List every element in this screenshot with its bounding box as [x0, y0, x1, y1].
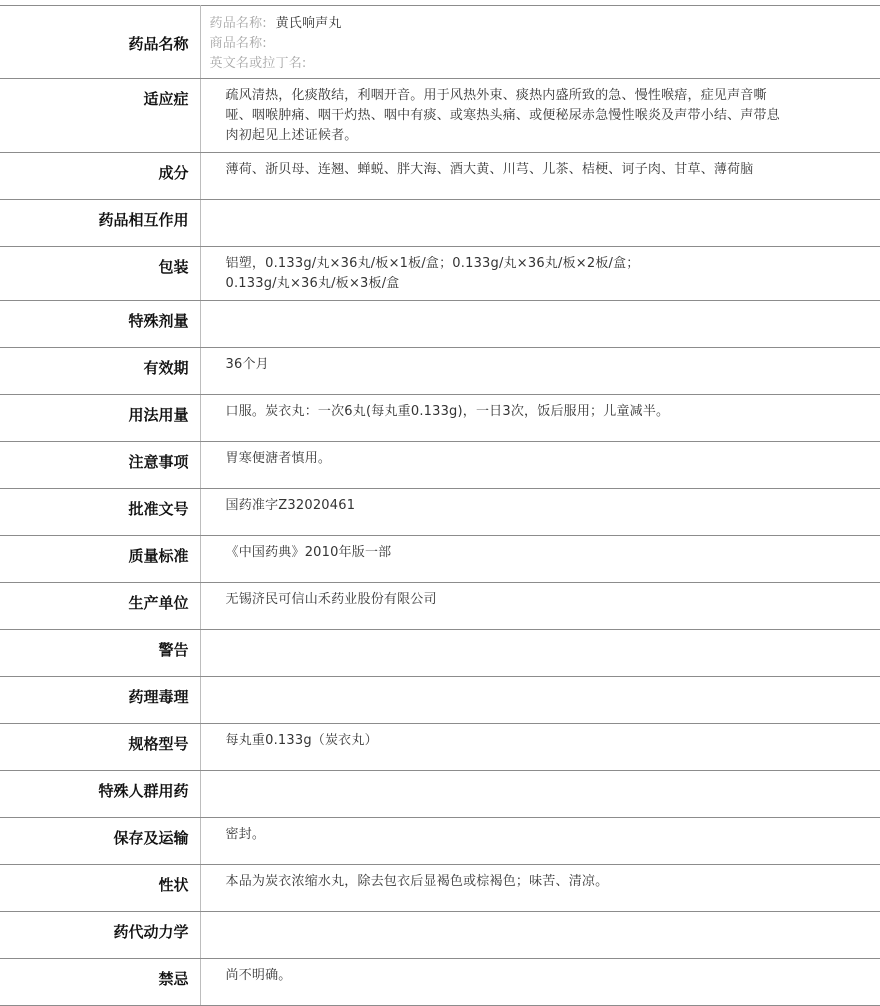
- drug-info-table: [0, 5, 880, 1006]
- row-label: 禁忌: [0, 959, 200, 1006]
- row-label: 特殊人群用药: [0, 771, 200, 818]
- table-row: [0, 865, 880, 912]
- table-row: [0, 630, 880, 677]
- table-row: [0, 442, 880, 489]
- row-value: 铝塑，0.133g/丸×36丸/板×1板/盒；0.133g/丸×36丸/板×2板/盒；0.133g/丸×36丸/板×3板/盒: [200, 247, 880, 301]
- row-value: 国药准字Z32020461: [200, 489, 880, 536]
- row-label: 药理毒理: [0, 677, 200, 724]
- row-value: 《中国药典》2010年版一部: [200, 536, 880, 583]
- row-value: 本品为炭衣浓缩水丸，除去包衣后显褐色或棕褐色；味苦、清凉。: [200, 865, 880, 912]
- drug-name-key: 药品名称:: [210, 16, 267, 31]
- row-label: 药代动力学: [0, 912, 200, 959]
- row-value: 36个月: [200, 348, 880, 395]
- table-row: [0, 677, 880, 724]
- row-value: 每丸重0.133g（炭衣丸）: [200, 724, 880, 771]
- row-label: 成分: [0, 153, 200, 200]
- row-value: [200, 771, 880, 818]
- row-label: 用法用量: [0, 395, 200, 442]
- table-row: [0, 348, 880, 395]
- row-label: 药品名称: [0, 6, 200, 79]
- row-value: [200, 677, 880, 724]
- row-value: 尚不明确。: [200, 959, 880, 1006]
- row-label: 规格型号: [0, 724, 200, 771]
- drug-name-value: 黄氏响声丸: [276, 16, 342, 31]
- table-row: [0, 301, 880, 348]
- row-label: 生产单位: [0, 583, 200, 630]
- row-label: 保存及运输: [0, 818, 200, 865]
- row-label: 批准文号: [0, 489, 200, 536]
- row-value: 口服。炭衣丸：一次6丸(每丸重0.133g)，一日3次，饭后服用；儿童减半。: [200, 395, 880, 442]
- table-row: [0, 724, 880, 771]
- table-row: [0, 247, 880, 301]
- row-value: 疏风清热，化痰散结，利咽开音。用于风热外束、痰热内盛所致的急、慢性喉瘖，症见声音嘶哑、咽喉肿痛、咽干灼热、咽中有痰、或寒热头痛、或便秘尿赤急慢性喉炎及声带小结、声带息肉初起见上述证候者。: [200, 79, 880, 153]
- table-row: [0, 959, 880, 1006]
- table-row: [0, 79, 880, 153]
- table-row: [0, 583, 880, 630]
- row-value: [200, 630, 880, 677]
- row-value: 薄荷、浙贝母、连翘、蝉蜕、胖大海、酒大黄、川芎、儿茶、桔梗、诃子肉、甘草、薄荷脑: [200, 153, 880, 200]
- row-value: [200, 200, 880, 247]
- trade-name-line: [210, 34, 880, 54]
- english-name-line: [210, 54, 880, 74]
- row-value: 密封。: [200, 818, 880, 865]
- row-label: 注意事项: [0, 442, 200, 489]
- row-label: 警告: [0, 630, 200, 677]
- table-row: [0, 489, 880, 536]
- row-value: [200, 301, 880, 348]
- table-row: [0, 153, 880, 200]
- row-value: 胃寒便溏者慎用。: [200, 442, 880, 489]
- table-row: [0, 912, 880, 959]
- row-value: [200, 912, 880, 959]
- table-row: [0, 395, 880, 442]
- table-row: [0, 536, 880, 583]
- row-label: 药品相互作用: [0, 200, 200, 247]
- trade-name-key: 商品名称:: [210, 36, 267, 51]
- row-value: 无锡济民可信山禾药业股份有限公司: [200, 583, 880, 630]
- drug-name-line: [210, 14, 880, 34]
- row-label: 质量标准: [0, 536, 200, 583]
- names-cell: [200, 6, 880, 79]
- table-row: [0, 200, 880, 247]
- table-row: [0, 6, 880, 79]
- row-label: 有效期: [0, 348, 200, 395]
- row-label: 性状: [0, 865, 200, 912]
- table-row: [0, 818, 880, 865]
- english-name-key: 英文名或拉丁名:: [210, 56, 307, 71]
- row-label: 适应症: [0, 79, 200, 153]
- row-label: 特殊剂量: [0, 301, 200, 348]
- row-label: 包装: [0, 247, 200, 301]
- table-row: [0, 771, 880, 818]
